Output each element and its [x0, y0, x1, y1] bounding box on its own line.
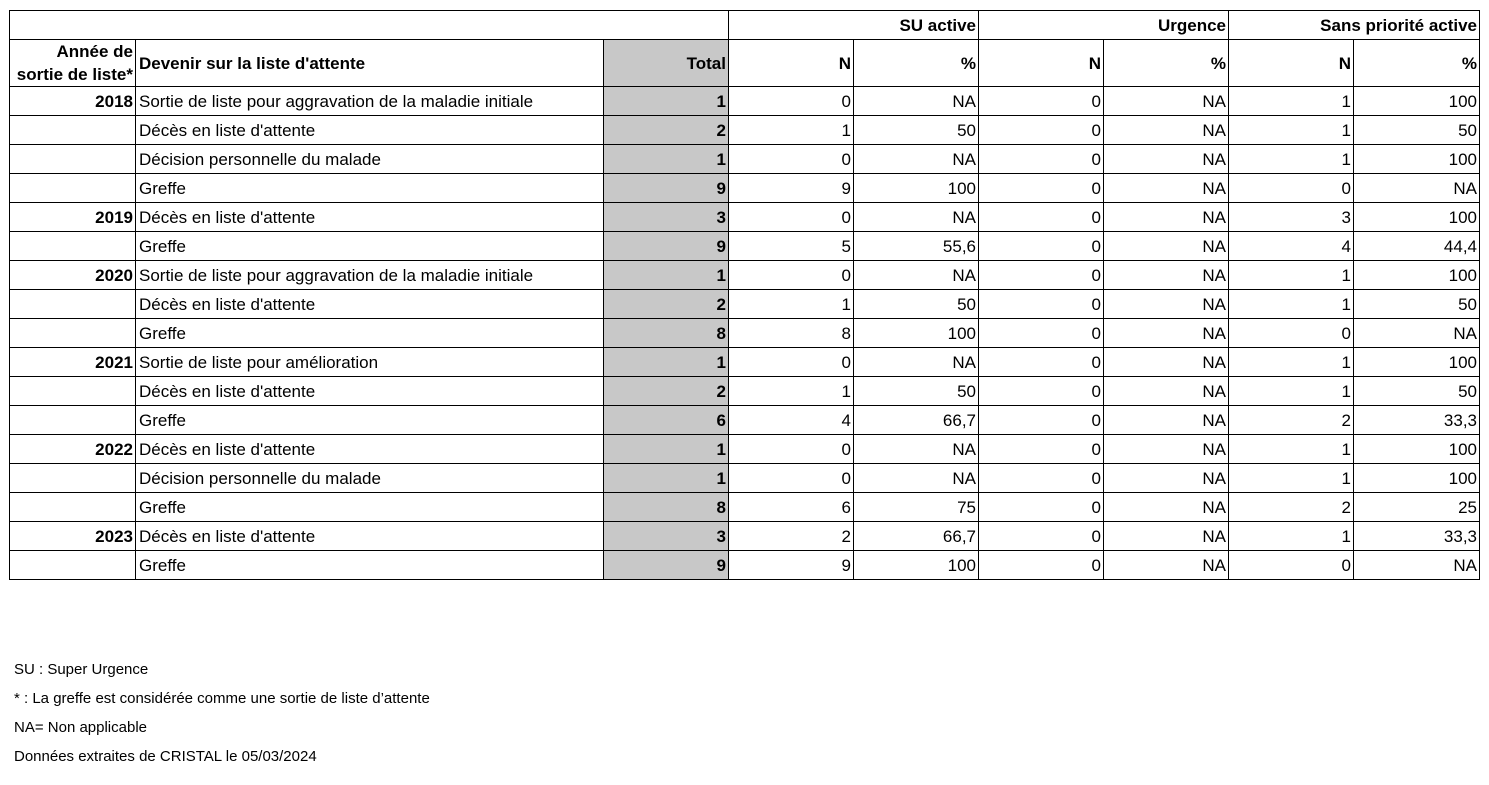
cell-total: 1 — [604, 87, 729, 116]
cell-year: 2022 — [10, 435, 136, 464]
cell-urg-n: 0 — [979, 87, 1104, 116]
cell-sp-n: 2 — [1229, 406, 1354, 435]
cell-devenir: Greffe — [136, 174, 604, 203]
table-row — [10, 203, 1480, 232]
cell-sp-n: 1 — [1229, 87, 1354, 116]
cell-total: 3 — [604, 522, 729, 551]
cell-urg-pct: NA — [1104, 348, 1229, 377]
cell-urg-n: 0 — [979, 261, 1104, 290]
cell-urg-pct: NA — [1104, 232, 1229, 261]
cell-sp-n: 1 — [1229, 435, 1354, 464]
cell-year: 2023 — [10, 522, 136, 551]
cell-sp-n: 2 — [1229, 493, 1354, 522]
table-row — [10, 551, 1480, 580]
cell-sp-pct: 50 — [1354, 290, 1480, 319]
cell-urg-n: 0 — [979, 203, 1104, 232]
table-row — [10, 377, 1480, 406]
cell-su-pct: NA — [854, 87, 979, 116]
waiting-list-outcome-table — [9, 10, 1480, 580]
cell-total: 8 — [604, 319, 729, 348]
table-body — [10, 87, 1480, 580]
cell-urg-pct: NA — [1104, 493, 1229, 522]
cell-urg-pct: NA — [1104, 551, 1229, 580]
cell-sp-n: 1 — [1229, 464, 1354, 493]
cell-urg-pct: NA — [1104, 406, 1229, 435]
col-header-su-n: N — [729, 40, 854, 87]
cell-sp-pct: NA — [1354, 319, 1480, 348]
cell-urg-pct: NA — [1104, 87, 1229, 116]
cell-urg-n: 0 — [979, 232, 1104, 261]
cell-su-pct: NA — [854, 348, 979, 377]
cell-urg-n: 0 — [979, 406, 1104, 435]
cell-year — [10, 377, 136, 406]
cell-su-pct: 75 — [854, 493, 979, 522]
column-header-row — [10, 40, 1480, 87]
cell-urg-pct: NA — [1104, 319, 1229, 348]
cell-su-pct: NA — [854, 145, 979, 174]
cell-devenir: Décision personnelle du malade — [136, 145, 604, 174]
cell-urg-n: 0 — [979, 348, 1104, 377]
cell-devenir: Décès en liste d'attente — [136, 522, 604, 551]
cell-year — [10, 493, 136, 522]
cell-sp-pct: 44,4 — [1354, 232, 1480, 261]
cell-su-n: 1 — [729, 116, 854, 145]
group-header-row — [10, 11, 1480, 40]
table-row — [10, 493, 1480, 522]
cell-devenir: Greffe — [136, 319, 604, 348]
footnote-su: SU : Super Urgence — [14, 661, 149, 678]
table-row — [10, 116, 1480, 145]
cell-year — [10, 174, 136, 203]
cell-su-pct: NA — [854, 203, 979, 232]
table-row — [10, 232, 1480, 261]
cell-total: 2 — [604, 116, 729, 145]
cell-urg-n: 0 — [979, 464, 1104, 493]
cell-sp-pct: 33,3 — [1354, 406, 1480, 435]
cell-sp-n: 0 — [1229, 551, 1354, 580]
group-header-su-active: SU active — [729, 11, 979, 40]
cell-su-n: 0 — [729, 435, 854, 464]
cell-sp-pct: NA — [1354, 174, 1480, 203]
cell-sp-pct: 50 — [1354, 116, 1480, 145]
cell-year — [10, 232, 136, 261]
cell-total: 3 — [604, 203, 729, 232]
group-header-sans-priorite: Sans priorité active — [1229, 11, 1480, 40]
cell-year: 2021 — [10, 348, 136, 377]
cell-devenir: Sortie de liste pour aggravation de la maladie initiale — [136, 87, 604, 116]
cell-urg-n: 0 — [979, 145, 1104, 174]
cell-year: 2019 — [10, 203, 136, 232]
cell-total: 8 — [604, 493, 729, 522]
cell-total: 1 — [604, 145, 729, 174]
cell-sp-pct: 100 — [1354, 87, 1480, 116]
cell-total: 1 — [604, 435, 729, 464]
cell-devenir: Décès en liste d'attente — [136, 203, 604, 232]
cell-urg-pct: NA — [1104, 174, 1229, 203]
cell-su-pct: 100 — [854, 174, 979, 203]
cell-urg-pct: NA — [1104, 464, 1229, 493]
group-header-blank — [10, 11, 729, 40]
cell-sp-pct: 100 — [1354, 348, 1480, 377]
cell-year: 2020 — [10, 261, 136, 290]
table-row — [10, 174, 1480, 203]
cell-devenir: Greffe — [136, 493, 604, 522]
cell-devenir: Greffe — [136, 551, 604, 580]
cell-sp-n: 1 — [1229, 377, 1354, 406]
cell-sp-n: 1 — [1229, 145, 1354, 174]
cell-urg-n: 0 — [979, 522, 1104, 551]
cell-su-n: 0 — [729, 203, 854, 232]
cell-urg-pct: NA — [1104, 116, 1229, 145]
cell-sp-n: 1 — [1229, 261, 1354, 290]
footnote-source: Données extraites de CRISTAL le 05/03/2024 — [14, 748, 317, 765]
cell-su-n: 1 — [729, 377, 854, 406]
cell-sp-pct: NA — [1354, 551, 1480, 580]
group-header-urgence: Urgence — [979, 11, 1229, 40]
cell-devenir: Greffe — [136, 406, 604, 435]
table-row — [10, 435, 1480, 464]
cell-devenir: Greffe — [136, 232, 604, 261]
cell-su-pct: 66,7 — [854, 406, 979, 435]
col-header-devenir: Devenir sur la liste d'attente — [136, 40, 604, 87]
cell-su-n: 1 — [729, 290, 854, 319]
table-row — [10, 522, 1480, 551]
cell-year — [10, 290, 136, 319]
cell-devenir: Décision personnelle du malade — [136, 464, 604, 493]
cell-sp-pct: 100 — [1354, 203, 1480, 232]
cell-su-pct: 100 — [854, 319, 979, 348]
cell-su-pct: NA — [854, 435, 979, 464]
cell-total: 2 — [604, 290, 729, 319]
cell-su-n: 0 — [729, 261, 854, 290]
cell-year — [10, 116, 136, 145]
cell-sp-pct: 33,3 — [1354, 522, 1480, 551]
cell-su-n: 2 — [729, 522, 854, 551]
table-row — [10, 348, 1480, 377]
cell-urg-pct: NA — [1104, 261, 1229, 290]
cell-su-pct: NA — [854, 261, 979, 290]
cell-sp-n: 1 — [1229, 290, 1354, 319]
cell-urg-pct: NA — [1104, 377, 1229, 406]
cell-devenir: Sortie de liste pour aggravation de la maladie initiale — [136, 261, 604, 290]
cell-total: 1 — [604, 464, 729, 493]
cell-su-n: 5 — [729, 232, 854, 261]
footnote-asterisk: * : La greffe est considérée comme une sortie de liste d’attente — [14, 690, 430, 707]
cell-urg-pct: NA — [1104, 290, 1229, 319]
cell-su-n: 0 — [729, 145, 854, 174]
cell-urg-pct: NA — [1104, 435, 1229, 464]
cell-urg-n: 0 — [979, 493, 1104, 522]
cell-su-pct: 66,7 — [854, 522, 979, 551]
cell-sp-n: 3 — [1229, 203, 1354, 232]
col-header-urg-n: N — [979, 40, 1104, 87]
cell-urg-pct: NA — [1104, 522, 1229, 551]
cell-sp-n: 1 — [1229, 116, 1354, 145]
col-header-sp-n: N — [1229, 40, 1354, 87]
table-row — [10, 145, 1480, 174]
cell-devenir: Décès en liste d'attente — [136, 290, 604, 319]
cell-sp-pct: 50 — [1354, 377, 1480, 406]
cell-sp-pct: 100 — [1354, 464, 1480, 493]
cell-su-pct: NA — [854, 464, 979, 493]
cell-su-n: 8 — [729, 319, 854, 348]
cell-total: 1 — [604, 261, 729, 290]
col-header-total: Total — [604, 40, 729, 87]
cell-devenir: Décès en liste d'attente — [136, 116, 604, 145]
cell-year — [10, 464, 136, 493]
cell-sp-n: 1 — [1229, 348, 1354, 377]
table-row — [10, 290, 1480, 319]
cell-su-n: 9 — [729, 174, 854, 203]
cell-sp-pct: 100 — [1354, 435, 1480, 464]
cell-total: 9 — [604, 232, 729, 261]
cell-su-n: 9 — [729, 551, 854, 580]
cell-devenir: Décès en liste d'attente — [136, 377, 604, 406]
col-header-year: Année de sortie de liste* — [10, 40, 136, 87]
cell-total: 1 — [604, 348, 729, 377]
cell-year — [10, 406, 136, 435]
cell-total: 9 — [604, 551, 729, 580]
cell-year — [10, 145, 136, 174]
cell-sp-n: 0 — [1229, 174, 1354, 203]
cell-devenir: Sortie de liste pour amélioration — [136, 348, 604, 377]
cell-urg-n: 0 — [979, 174, 1104, 203]
cell-urg-pct: NA — [1104, 203, 1229, 232]
cell-sp-pct: 100 — [1354, 261, 1480, 290]
footnote-na: NA= Non applicable — [14, 719, 148, 736]
cell-su-pct: 50 — [854, 377, 979, 406]
cell-su-n: 0 — [729, 87, 854, 116]
cell-devenir: Décès en liste d'attente — [136, 435, 604, 464]
cell-urg-n: 0 — [979, 319, 1104, 348]
cell-su-n: 0 — [729, 464, 854, 493]
table-row — [10, 319, 1480, 348]
cell-sp-pct: 100 — [1354, 145, 1480, 174]
cell-sp-n: 4 — [1229, 232, 1354, 261]
cell-sp-n: 1 — [1229, 522, 1354, 551]
col-header-sp-pct: % — [1354, 40, 1480, 87]
cell-urg-pct: NA — [1104, 145, 1229, 174]
cell-urg-n: 0 — [979, 435, 1104, 464]
table-row — [10, 464, 1480, 493]
cell-su-n: 4 — [729, 406, 854, 435]
cell-total: 9 — [604, 174, 729, 203]
cell-su-pct: 50 — [854, 116, 979, 145]
cell-su-n: 0 — [729, 348, 854, 377]
cell-year — [10, 551, 136, 580]
cell-year — [10, 319, 136, 348]
cell-su-n: 6 — [729, 493, 854, 522]
table-row — [10, 261, 1480, 290]
cell-urg-n: 0 — [979, 116, 1104, 145]
cell-su-pct: 100 — [854, 551, 979, 580]
cell-sp-pct: 25 — [1354, 493, 1480, 522]
col-header-su-pct: % — [854, 40, 979, 87]
footnotes — [14, 655, 430, 771]
cell-urg-n: 0 — [979, 290, 1104, 319]
cell-sp-n: 0 — [1229, 319, 1354, 348]
cell-su-pct: 55,6 — [854, 232, 979, 261]
col-header-urg-pct: % — [1104, 40, 1229, 87]
cell-urg-n: 0 — [979, 551, 1104, 580]
cell-year: 2018 — [10, 87, 136, 116]
cell-total: 2 — [604, 377, 729, 406]
table-row — [10, 406, 1480, 435]
cell-total: 6 — [604, 406, 729, 435]
cell-su-pct: 50 — [854, 290, 979, 319]
cell-urg-n: 0 — [979, 377, 1104, 406]
table-row — [10, 87, 1480, 116]
